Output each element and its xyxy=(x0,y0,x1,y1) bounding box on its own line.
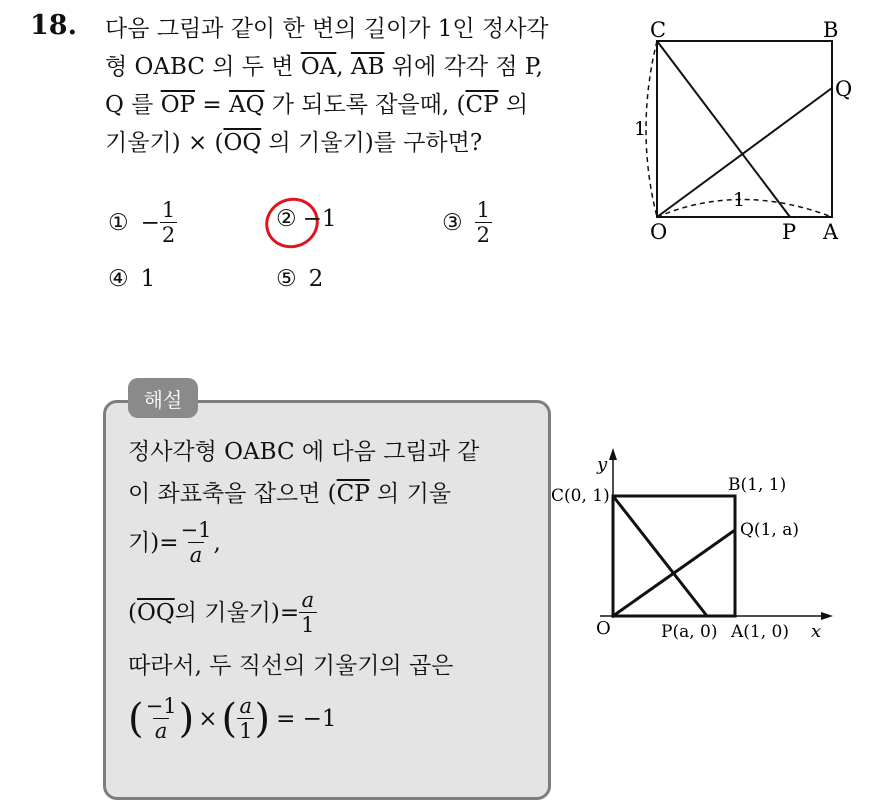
option-value: 1 xyxy=(140,266,156,292)
solution-text: , xyxy=(213,529,221,556)
label-a: A xyxy=(823,220,839,244)
option-fraction xyxy=(475,198,492,247)
cp-slope-fraction xyxy=(178,518,213,567)
fraction-denominator: 2 xyxy=(476,223,490,247)
fraction-numerator: −1 xyxy=(145,694,177,718)
fraction-numerator: 1 xyxy=(161,198,176,222)
label-q: Q(1, a) xyxy=(740,520,799,540)
solution-text: 의 기울기)= xyxy=(174,599,300,626)
segment-oq: $\overline{OQ}$ xyxy=(136,599,175,626)
segment-cp: $\overline{CP}$ xyxy=(336,481,370,507)
question-line-3 xyxy=(105,88,528,122)
close-paren: ) xyxy=(254,695,271,742)
solution-line-4 xyxy=(128,588,317,637)
solution-tag: 해설 xyxy=(128,378,198,418)
label-p: P xyxy=(782,220,797,244)
solution-equation xyxy=(128,694,337,743)
question-text: 의 기울기)를 구하면? xyxy=(261,130,483,156)
question-text: = xyxy=(195,92,229,118)
label-b: B(1, 1) xyxy=(728,475,787,495)
segment-aq: $\overline{AQ}$ xyxy=(228,92,265,118)
option-fraction xyxy=(160,198,177,247)
fraction-numerator: 1 xyxy=(476,198,490,222)
question-text: 가 되도록 잡을때, ( xyxy=(264,92,466,118)
equation-result: = −1 xyxy=(276,705,337,732)
fraction-denominator: a xyxy=(154,719,168,743)
coordinate-figure xyxy=(545,440,845,650)
question-text: 위에 각각 점 P, xyxy=(384,54,543,80)
option-marker: ⑤ xyxy=(276,266,297,292)
question-text: 의 xyxy=(498,92,529,118)
question-text: 형 OABC 의 두 변 xyxy=(105,54,301,80)
option-sign: − xyxy=(140,209,160,236)
fraction-numerator: −1 xyxy=(180,518,212,542)
open-paren: ( xyxy=(221,695,238,742)
question-number: 18. xyxy=(30,10,77,41)
square-outline xyxy=(613,496,735,616)
option-value: 2 xyxy=(308,266,324,292)
square-figure xyxy=(630,10,870,250)
fraction-denominator: 1 xyxy=(301,613,315,637)
label-arc-length: 1 xyxy=(733,189,746,211)
eq-fraction-2 xyxy=(237,694,254,743)
solution-line-5: 따라서, 두 직선의 기울기의 곱은 xyxy=(128,653,454,679)
option-5[interactable] xyxy=(276,266,323,292)
solution-text: 의 기울 xyxy=(369,481,452,507)
side-length-arc xyxy=(646,41,657,217)
label-y: y xyxy=(597,454,608,475)
fraction-numerator: a xyxy=(301,588,315,612)
line-oq xyxy=(613,530,735,616)
solution-line-1: 정사각형 OABC 에 다음 그림과 같 xyxy=(128,439,480,465)
fraction-denominator: 1 xyxy=(239,719,253,743)
option-value: −1 xyxy=(302,206,337,232)
option-marker: ① xyxy=(108,209,129,236)
line-cp xyxy=(613,496,707,616)
segment-cp-line xyxy=(657,41,790,217)
close-paren: ) xyxy=(178,695,195,742)
open-paren: ( xyxy=(128,695,144,742)
segment-ab: $\overline{AB}$ xyxy=(350,54,385,80)
segment-oa: $\overline{OA}$ xyxy=(300,54,337,80)
question-text: , xyxy=(336,54,351,80)
question-line-1: 다음 그림과 같이 한 변의 길이가 1인 정사각 xyxy=(105,16,549,42)
eq-fraction-1 xyxy=(144,694,179,743)
solution-text: ( xyxy=(128,599,137,626)
label-a: A(1, 0) xyxy=(731,622,789,642)
solution-text: 기)= xyxy=(128,529,179,556)
option-marker: ② xyxy=(276,206,297,232)
option-3[interactable] xyxy=(442,198,492,247)
option-4[interactable] xyxy=(108,266,155,292)
solution-line-2 xyxy=(128,478,451,510)
label-o: O xyxy=(650,220,668,244)
fraction-numerator: a xyxy=(239,694,253,718)
oq-slope-fraction xyxy=(299,588,316,637)
times-sign: × xyxy=(198,705,218,732)
solution-text: 이 좌표축을 잡으면 ( xyxy=(128,481,337,507)
option-marker: ③ xyxy=(442,209,463,236)
option-marker: ④ xyxy=(108,266,129,292)
option-2[interactable] xyxy=(276,206,337,232)
label-c: C xyxy=(650,18,667,42)
label-c: C(0, 1) xyxy=(551,486,610,506)
segment-oq: $\overline{OQ}$ xyxy=(223,130,262,156)
question-text: 기울기) × ( xyxy=(105,130,224,156)
label-b: B xyxy=(823,18,839,42)
solution-line-3 xyxy=(128,518,221,567)
label-side-length: 1 xyxy=(634,118,647,140)
label-p: P(a, 0) xyxy=(661,622,718,642)
question-line-4 xyxy=(105,126,482,160)
label-o: O xyxy=(596,618,611,639)
question-line-2 xyxy=(105,50,543,84)
fraction-denominator: a xyxy=(189,543,203,567)
x-axis-arrow-icon xyxy=(821,612,833,620)
label-q: Q xyxy=(835,77,853,101)
fraction-denominator: 2 xyxy=(161,223,176,247)
segment-op: $\overline{OP}$ xyxy=(160,92,196,118)
option-1[interactable] xyxy=(108,198,177,247)
y-axis-arrow-icon xyxy=(609,448,617,460)
label-x: x xyxy=(811,621,822,642)
question-text: Q 를 xyxy=(105,92,161,118)
segment-cp: $\overline{CP}$ xyxy=(465,92,499,118)
